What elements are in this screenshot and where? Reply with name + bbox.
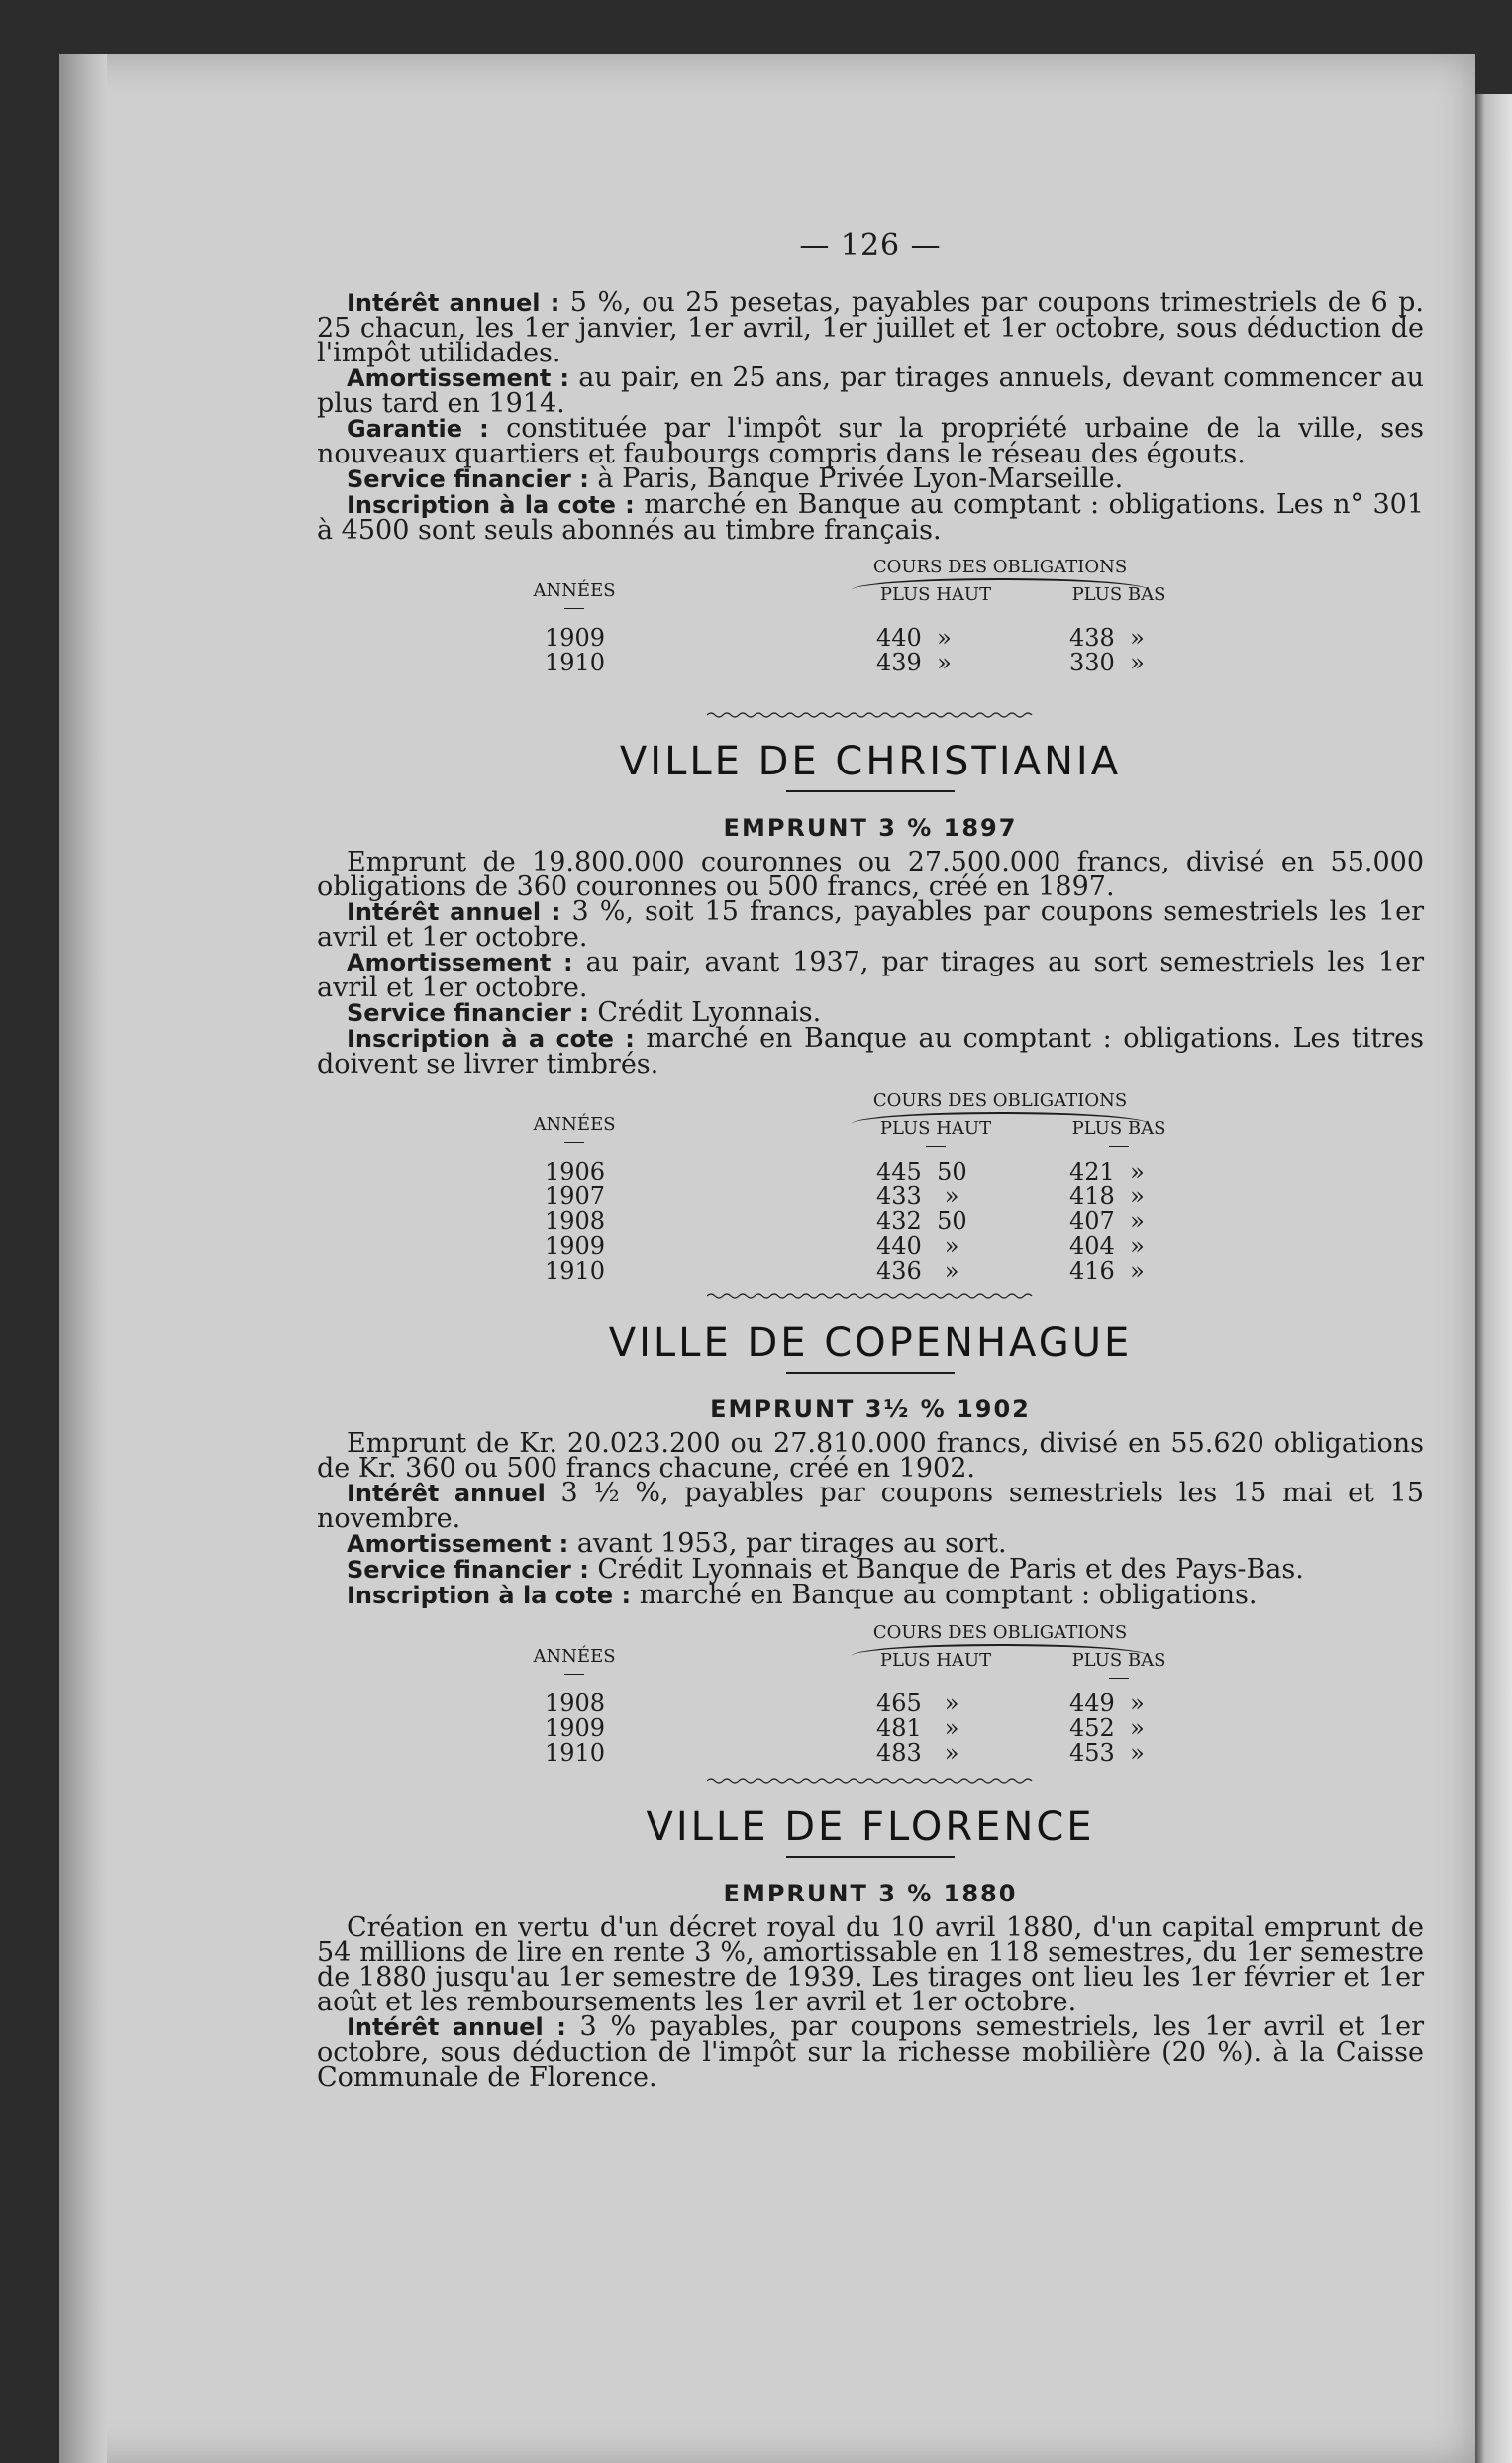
- cell-plus-haut: 465 »: [876, 1690, 959, 1717]
- cell-annee: 1910: [545, 1257, 606, 1284]
- christiania-inscription: [317, 1023, 1424, 1079]
- cell-annee: 1910: [545, 1739, 606, 1767]
- cours-header: COURS DES OBLIGATIONS: [872, 557, 1128, 577]
- table-row: [317, 1232, 1424, 1260]
- label-interet: Intérêt annuel :: [347, 898, 561, 926]
- cell-annee: 1909: [545, 1232, 606, 1260]
- table-row: [317, 624, 1424, 652]
- title-rule: [786, 1856, 955, 1858]
- table-row: [317, 1207, 1424, 1235]
- plus-haut-header: PLUS HAUT: [879, 1650, 992, 1671]
- cell-annee: 1909: [545, 624, 606, 652]
- cell-plus-haut: 440 »: [876, 1232, 959, 1260]
- christiania-emprunt-text: Emprunt de 19.800.000 couronnes ou 27.500.000 francs, divisé en 55.000 obligations de 360 couronnes ou 500 francs, créé en 1897.: [317, 847, 1424, 902]
- label-amortissement: Amortissement :: [347, 949, 573, 976]
- christiania-amortissement: [317, 947, 1424, 1003]
- cell-annee: 1910: [545, 649, 606, 676]
- label-garantie: Garantie :: [347, 415, 489, 443]
- label-interet: Intérêt annuel :: [347, 289, 560, 317]
- copenhague-emprunt-text: Emprunt de Kr. 20.023.200 ou 27.810.000 francs, divisé en 55.620 obligations de Kr. 360 ou 500 francs chacune, créé en 1902.: [317, 1428, 1424, 1484]
- cell-plus-bas: 416 »: [1069, 1257, 1145, 1284]
- cours-header: COURS DES OBLIGATIONS: [872, 1622, 1128, 1643]
- table-rows: [317, 1690, 1424, 1767]
- cell-plus-bas: 330 »: [1069, 649, 1145, 676]
- section-title-christiania: VILLE DE CHRISTIANIA: [619, 739, 1122, 784]
- label-inscription: Inscription à la cote :: [347, 1582, 632, 1609]
- cell-plus-bas: 453 »: [1069, 1739, 1145, 1767]
- cell-annee: 1908: [545, 1690, 606, 1717]
- emprunt-heading-florence: EMPRUNT 3 % 1880: [723, 1880, 1018, 1907]
- title-rule: [786, 1372, 955, 1374]
- wavy-separator: [707, 711, 1034, 719]
- plus-bas-header: PLUS BAS: [1071, 1118, 1166, 1139]
- adjacent-page-edge: [1473, 94, 1512, 2463]
- cell-plus-haut: 445 50: [876, 1158, 967, 1185]
- florence-interet: [317, 2011, 1424, 2093]
- label-inscription: Inscription à la cote :: [347, 491, 635, 519]
- section-title-florence: VILLE DE FLORENCE: [646, 1804, 1095, 1850]
- emprunt-heading-christiania: EMPRUNT 3 % 1897: [723, 814, 1018, 842]
- label-interet: Intérêt annuel :: [347, 2013, 566, 2041]
- text-amortissement: au pair, en 25 ans, par tirages annuels, devant commencer au plus tard en 1914.: [317, 362, 1425, 419]
- cell-plus-haut: 433 »: [876, 1182, 959, 1210]
- annees-header: ANNÉES: [533, 580, 616, 601]
- cell-plus-bas: 404 »: [1069, 1232, 1145, 1260]
- table-row: [317, 1739, 1424, 1767]
- page-number: — 126 —: [799, 228, 942, 262]
- cours-table-1: [317, 557, 1424, 705]
- cell-plus-bas: 407 »: [1069, 1207, 1145, 1235]
- table-rows: [317, 1158, 1424, 1282]
- table-row: [317, 1182, 1424, 1210]
- table-row: [317, 649, 1424, 676]
- label-amortissement: Amortissement :: [347, 364, 569, 392]
- intro-section: [317, 287, 1425, 546]
- plus-bas-header: PLUS BAS: [1071, 584, 1166, 605]
- cell-annee: 1909: [545, 1714, 606, 1742]
- copenhague-section: [317, 1428, 1424, 1610]
- intro-amortissement: [317, 362, 1425, 419]
- text-interet: 3 ½ %, payables par coupons semestriels les 15 mai et 15 novembre.: [317, 1478, 1424, 1534]
- plus-haut-header: PLUS HAUT: [879, 584, 992, 605]
- label-amortissement: Amortissement :: [347, 1530, 569, 1558]
- copenhague-interet: [317, 1478, 1424, 1534]
- page-content: [317, 228, 1424, 2094]
- cell-plus-haut: 481 »: [876, 1714, 959, 1742]
- text-service: Crédit Lyonnais.: [588, 997, 822, 1028]
- title-rule: [786, 790, 955, 792]
- header-dash: [1109, 1146, 1129, 1147]
- florence-section: [317, 1912, 1424, 2093]
- intro-inscription: [317, 489, 1424, 546]
- plus-haut-header: PLUS HAUT: [879, 1118, 992, 1139]
- cell-plus-bas: 449 »: [1069, 1690, 1145, 1717]
- header-dash: [564, 1142, 584, 1143]
- text-inscription: marché en Banque au comptant : obligations. Les n° 301 à 4500 sont seuls abonnés au timbre français.: [317, 489, 1424, 546]
- intro-garantie: [317, 413, 1424, 469]
- cell-plus-haut: 432 50: [876, 1207, 967, 1235]
- text-service: Crédit Lyonnais et Banque de Paris et des Pays-Bas.: [588, 1554, 1304, 1585]
- intro-interet: [317, 287, 1424, 368]
- cell-plus-haut: 440 »: [876, 624, 952, 652]
- plus-bas-header: PLUS BAS: [1071, 1650, 1166, 1671]
- label-interet: Intérêt annuel: [347, 1480, 546, 1507]
- cell-annee: 1907: [545, 1182, 606, 1210]
- cell-plus-bas: 421 »: [1069, 1158, 1145, 1185]
- cours-table-copenhague: [317, 1622, 1424, 1771]
- header-dash: [926, 1146, 946, 1147]
- wavy-separator: [707, 1292, 1034, 1300]
- christiania-interet: [317, 896, 1424, 953]
- cell-plus-haut: 439 »: [876, 649, 952, 676]
- cours-table-christiania: [317, 1090, 1424, 1286]
- text-amortissement: au pair, avant 1937, par tirages au sort semestriels les 1er avril et 1er octobre.: [317, 947, 1424, 1003]
- table-row: [317, 1257, 1424, 1282]
- copenhague-inscription: [317, 1580, 1424, 1610]
- text-interet: 3 %, soit 15 francs, payables par coupons semestriels les 1er avril et 1er octobre.: [317, 896, 1424, 953]
- annees-header: ANNÉES: [533, 1114, 616, 1135]
- emprunt-heading-copenhague: EMPRUNT 3½ % 1902: [710, 1395, 1031, 1423]
- cell-plus-bas: 438 »: [1069, 624, 1145, 652]
- label-service: Service financier :: [347, 999, 589, 1027]
- text-service: à Paris, Banque Privée Lyon-Marseille.: [588, 463, 1124, 494]
- christiania-section: [317, 847, 1424, 1079]
- text-interet: 5 %, ou 25 pesetas, payables par coupons trimestriels de 6 p. 25 chacun, les 1er janvier, 1er avril, 1er juillet et 1er octobre, sous déduction de l'impôt utilidades.: [317, 287, 1424, 368]
- page-gutter-shadow: [59, 54, 107, 2463]
- wavy-separator: [707, 1777, 1034, 1785]
- table-row: [317, 1690, 1424, 1717]
- text-inscription: marché en Banque au comptant : obligations. Les titres doivent se livrer timbrés.: [317, 1023, 1424, 1079]
- text-interet: 3 % payables, par coupons semestriels, les 1er avril et 1er octobre, sous déduction de l'impôt sur la richesse mobilière (20 %). à la Caisse Communale de Florence.: [317, 2011, 1424, 2093]
- cell-plus-haut: 436 »: [876, 1257, 959, 1284]
- cell-plus-haut: 483 »: [876, 1739, 959, 1767]
- table-rows: [317, 624, 1424, 676]
- table-row: [317, 1158, 1424, 1185]
- cours-header: COURS DES OBLIGATIONS: [872, 1090, 1128, 1111]
- section-title-copenhague: VILLE DE COPENHAGUE: [608, 1320, 1133, 1366]
- cell-annee: 1906: [545, 1158, 606, 1185]
- header-dash: [564, 1674, 584, 1675]
- label-service: Service financier :: [347, 1556, 589, 1584]
- label-inscription: Inscription à a cote :: [347, 1025, 635, 1053]
- annees-header: ANNÉES: [533, 1646, 616, 1667]
- text-amortissement: avant 1953, par tirages au sort.: [568, 1528, 1007, 1559]
- florence-creation-text: Création en vertu d'un décret royal du 10 avril 1880, d'un capital emprunt de 54 millions de lire en rente 3 %, amortissable en 118 semestres, du 1er semestre de 1880 jusqu'au 1er semestre de 1939. Les tirages ont lieu les 1er février et 1er août et les remboursements les 1er avril et 1er octobre.: [317, 1912, 1424, 2017]
- cell-plus-bas: 452 »: [1069, 1714, 1145, 1742]
- text-garantie: constituée par l'impôt sur la propriété urbaine de la ville, ses nouveaux quartiers et faubourgs compris dans le réseau des égouts.: [317, 413, 1424, 469]
- cell-plus-bas: 418 »: [1069, 1182, 1145, 1210]
- header-dash: [1109, 1678, 1129, 1679]
- text-inscription: marché en Banque au comptant : obligations.: [631, 1580, 1258, 1610]
- cell-annee: 1908: [545, 1207, 606, 1235]
- header-dash: [564, 608, 584, 609]
- table-row: [317, 1714, 1424, 1742]
- label-service: Service financier :: [347, 465, 589, 493]
